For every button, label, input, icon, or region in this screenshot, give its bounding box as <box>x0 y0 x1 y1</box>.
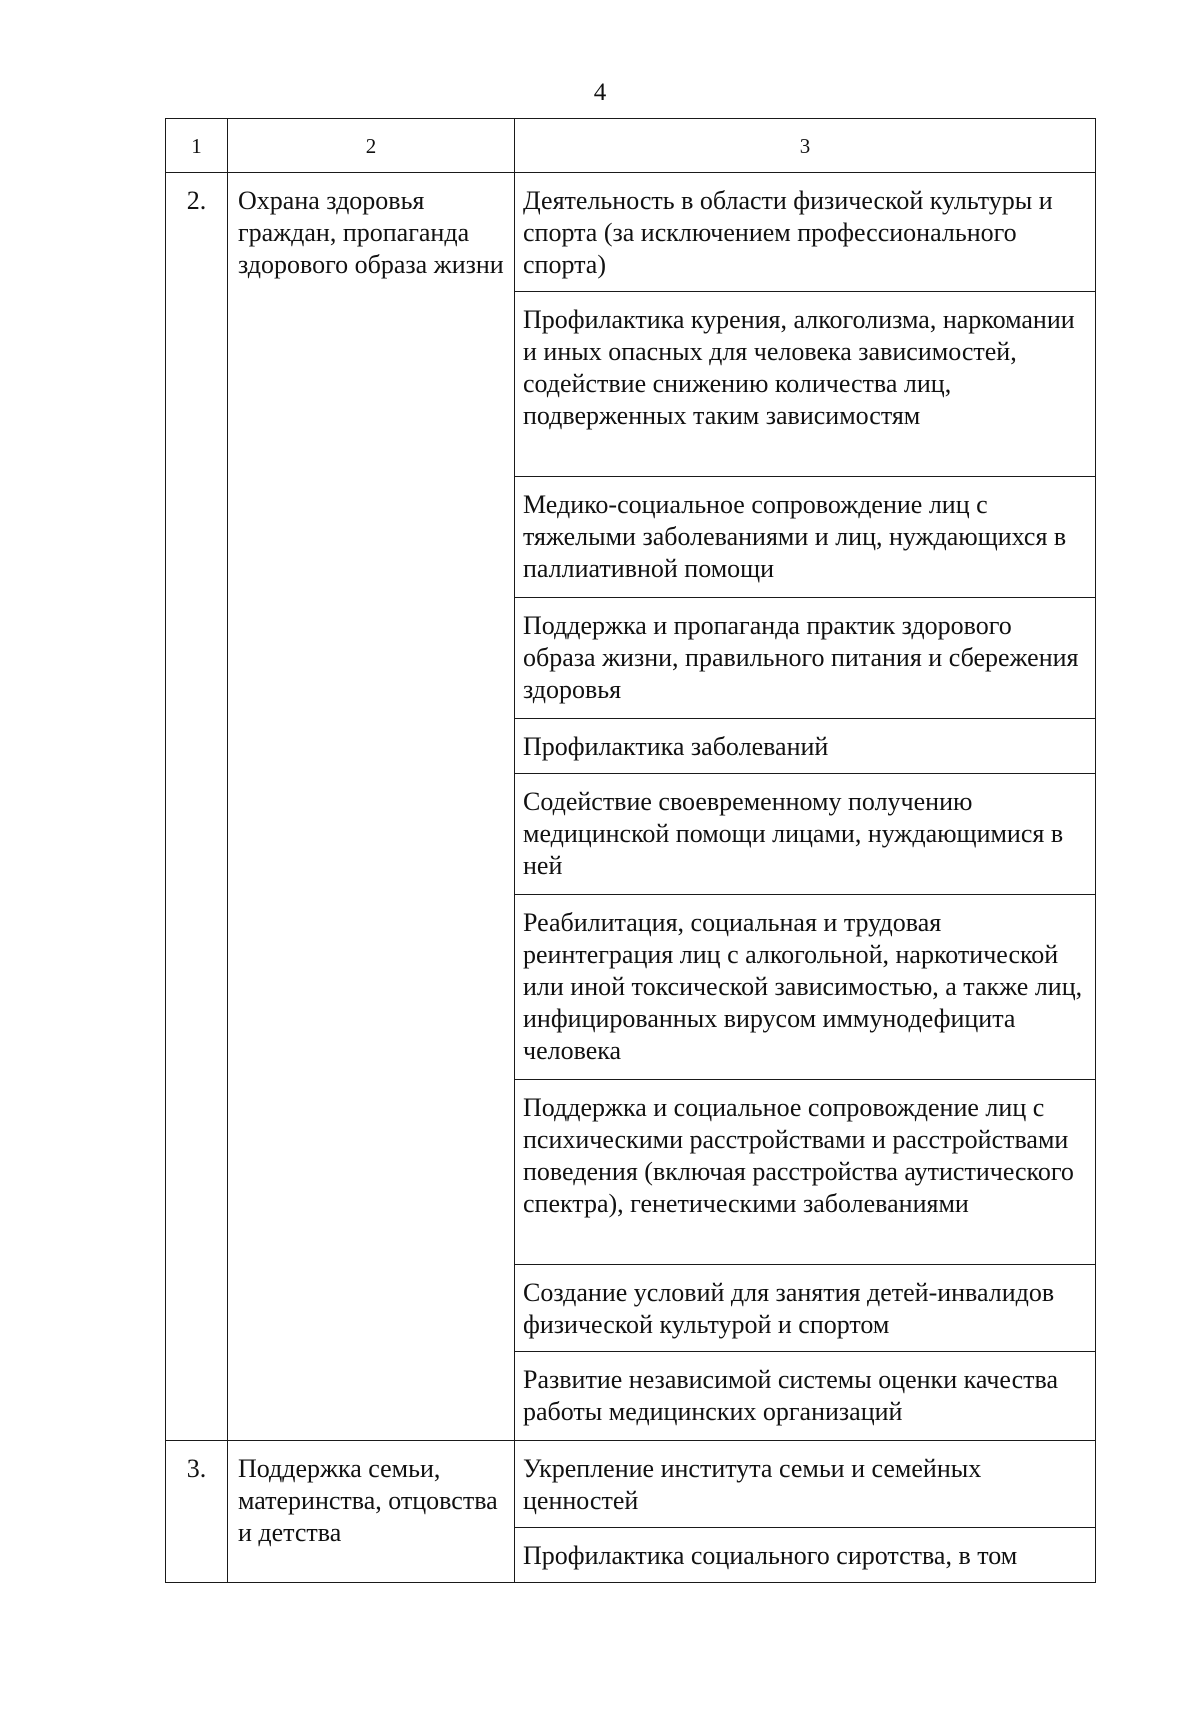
table-row <box>166 1441 1096 1528</box>
activity-cell: Деятельность в области физической культуры и спорта (за исключением профессионального спорта) <box>515 173 1096 292</box>
activity-cell: Реабилитация, социальная и трудовая реинтеграция лиц с алкогольной, наркотической или иной токсической зависимостью, а также лиц, инфицированных вирусом иммунодефицита человека <box>515 895 1096 1080</box>
activity-cell: Медико-социальное сопровождение лиц с тяжелыми заболеваниями и лиц, нуждающихся в паллиативной помощи <box>515 477 1096 598</box>
page-number: 4 <box>593 79 607 106</box>
activity-cell: Укрепление института семьи и семейных ценностей <box>515 1441 1096 1528</box>
activity-cell: Профилактика курения, алкоголизма, наркомании и иных опасных для человека зависимостей, содействие снижению количества лиц, подверженных таким зависимостям <box>515 292 1096 477</box>
sphere-cell: Поддержка семьи, материнства, отцовства и детства <box>228 1441 515 1583</box>
row-number: 3. <box>166 1441 228 1583</box>
activity-cell: Профилактика заболеваний <box>515 719 1096 774</box>
table-row <box>166 173 1096 292</box>
header-row <box>166 119 1096 173</box>
activity-cell: Поддержка и социальное сопровождение лиц с психическими расстройствами и расстройствами поведения (включая расстройства аутистического спектра), генетическими заболеваниями <box>515 1080 1096 1265</box>
column-header-3: 3 <box>515 119 1096 173</box>
activity-cell: Создание условий для занятия детей-инвалидов физической культурой и спортом <box>515 1265 1096 1352</box>
row-number: 2. <box>166 173 228 1441</box>
activity-table <box>165 118 1096 1583</box>
activity-cell: Развитие независимой системы оценки качества работы медицинских организаций <box>515 1352 1096 1441</box>
activity-cell: Поддержка и пропаганда практик здорового образа жизни, правильного питания и сбережения здоровья <box>515 598 1096 719</box>
column-header-2: 2 <box>228 119 515 173</box>
activity-cell: Содействие своевременному получению медицинской помощи лицами, нуждающимися в ней <box>515 774 1096 895</box>
column-header-1: 1 <box>166 119 228 173</box>
activity-cell: Профилактика социального сиротства, в том <box>515 1528 1096 1583</box>
sphere-cell: Охрана здоровья граждан, пропаганда здорового образа жизни <box>228 173 515 1441</box>
